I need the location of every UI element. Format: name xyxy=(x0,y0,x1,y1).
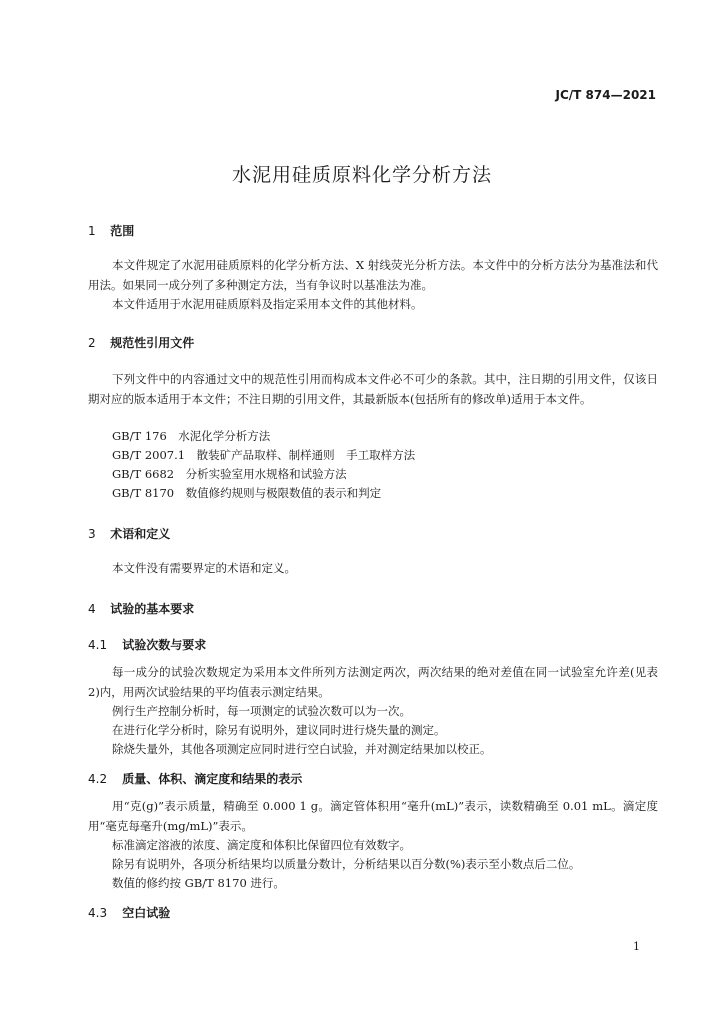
section-number: 4.3 xyxy=(88,906,108,920)
section-number: 1 xyxy=(88,224,96,238)
section-number: 4.2 xyxy=(88,772,108,786)
section-2-heading xyxy=(88,334,194,351)
section-number: 3 xyxy=(88,527,96,541)
section-title: 试验的基本要求 xyxy=(110,602,195,616)
paragraph: 除烧失量外，其他各项测定应同时进行空白试验，并对测定结果加以校正。 xyxy=(112,742,492,756)
section-title: 试验次数与要求 xyxy=(122,638,207,652)
section-title: 空白试验 xyxy=(122,906,171,920)
paragraph: 数值的修约按 GB/T 8170 进行。 xyxy=(112,876,285,890)
reference-item: GB/T 2007.1 散装矿产品取样、制样通则 手工取样方法 xyxy=(112,448,416,462)
paragraph: 每一成分的试验次数规定为采用本文件所列方法测定两次，两次结果的绝对差值在同一试验室允许差(见表 2)内，用两次试验结果的平均值表示测定结果。 xyxy=(88,665,658,699)
section-title: 质量、体积、滴定度和结果的表示 xyxy=(122,772,303,786)
section-number: 4 xyxy=(88,602,96,616)
paragraph: 在进行化学分析时，除另有说明外，建议同时进行烧失量的测定。 xyxy=(112,723,446,737)
paragraph: 例行生产控制分析时，每一项测定的试验次数可以为一次。 xyxy=(112,704,411,718)
paragraph: 本文件规定了水泥用硅质原料的化学分析方法、X 射线荧光分析方法。本文件中的分析方法分为基准法和代用法。如果同一成分列了多种测定方法，当有争议时以基准法为准。 xyxy=(88,258,658,292)
section-1-heading xyxy=(88,222,134,239)
paragraph: 下列文件中的内容通过文中的规范性引用而构成本文件必不可少的条款。其中，注日期的引用文件，仅该日期对应的版本适用于本文件；不注日期的引用文件，其最新版本(包括所有的修改单)适用于本文件。 xyxy=(88,372,658,406)
document-title: 水泥用硅质原料化学分析方法 xyxy=(231,164,492,186)
paragraph: 用“克(g)”表示质量，精确至 0.000 1 g。滴定管体积用“毫升(mL)”表示，读数精确至 0.01 mL。滴定度用“毫克每毫升(mg/mL)”表示。 xyxy=(88,799,658,833)
section-3-heading xyxy=(88,525,170,542)
reference-item: GB/T 176 水泥化学分析方法 xyxy=(112,429,271,443)
section-4-2-heading xyxy=(88,770,302,787)
section-number: 4.1 xyxy=(88,638,108,652)
standard-number: JC/T 874—2021 xyxy=(555,88,656,102)
section-number: 2 xyxy=(88,336,96,350)
reference-item: GB/T 8170 数值修约规则与极限数值的表示和判定 xyxy=(112,486,382,500)
section-4-3-heading xyxy=(88,904,170,921)
section-title: 规范性引用文件 xyxy=(110,336,195,350)
section-title: 范围 xyxy=(110,224,135,238)
paragraph: 标准滴定溶液的浓度、滴定度和体积比保留四位有效数字。 xyxy=(112,838,411,852)
paragraph: 本文件没有需要界定的术语和定义。 xyxy=(112,561,296,575)
section-4-1-heading xyxy=(88,636,206,653)
paragraph: 本文件适用于水泥用硅质原料及指定采用本文件的其他材料。 xyxy=(112,297,423,311)
page-number: 1 xyxy=(633,940,640,953)
section-4-heading xyxy=(88,600,194,617)
section-title: 术语和定义 xyxy=(110,527,171,541)
paragraph: 除另有说明外，各项分析结果均以质量分数计，分析结果以百分数(%)表示至小数点后二位。 xyxy=(112,857,581,871)
reference-item: GB/T 6682 分析实验室用水规格和试验方法 xyxy=(112,467,347,481)
